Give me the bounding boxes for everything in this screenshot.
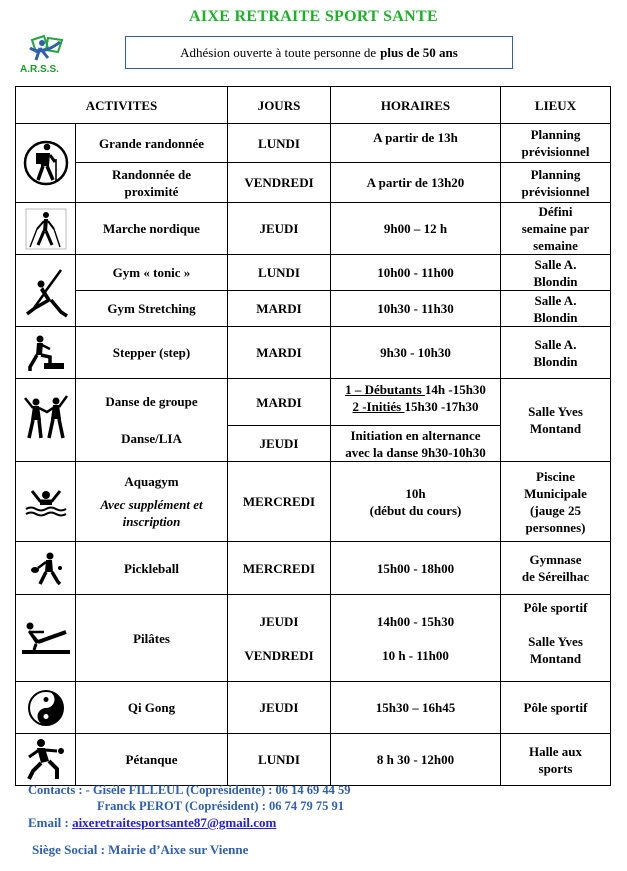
- day-cell: LUNDI: [228, 734, 331, 786]
- schedule-line: 10 h - 11h00: [382, 647, 449, 663]
- activity-note-line: Avec supplément et: [100, 497, 203, 512]
- table-row: [16, 327, 611, 379]
- activities-table: [15, 86, 611, 786]
- schedule-line: 1 – Débutants 14h -15h30: [345, 382, 486, 397]
- activity-note-line: inscription: [122, 514, 181, 529]
- icon-cell: [16, 682, 76, 734]
- activity-cell: Gym « tonic »: [76, 255, 228, 291]
- schedule-cell: [331, 426, 501, 462]
- location-line: Salle A.: [534, 336, 577, 352]
- activity-cell: [76, 462, 228, 542]
- schedule-line: Initiation en alternance: [350, 427, 481, 443]
- table-row: [16, 542, 611, 595]
- step-icon: [24, 331, 68, 375]
- activity-cell: Stepper (step): [76, 327, 228, 379]
- activity-cell: [76, 163, 228, 203]
- schedule-cell: A partir de 13h: [331, 124, 501, 163]
- email-line: [28, 815, 276, 831]
- location-line: de Séreilhac: [521, 569, 590, 584]
- banner-text: Adhésion ouverte à toute personne de: [180, 44, 377, 60]
- activity-cell: Pickleball: [76, 542, 228, 595]
- location-cell: [501, 595, 611, 682]
- table-row: [16, 291, 611, 327]
- banner-bold-text: plus de 50 ans: [380, 44, 458, 60]
- schedule-cell: 15h00 - 18h00: [331, 542, 501, 595]
- pickleball-icon: [26, 548, 66, 588]
- yin-yang-icon: [26, 688, 66, 728]
- location-cell: [501, 203, 611, 255]
- location-line: Halle aux: [528, 743, 583, 759]
- location-line: sports: [538, 760, 573, 776]
- day-cell: MARDI: [228, 327, 331, 379]
- location-line: Planning: [530, 127, 581, 142]
- day-cell: MARDI: [228, 379, 331, 426]
- icon-cell: [16, 124, 76, 203]
- icon-cell: [16, 255, 76, 327]
- day-cell: MERCREDI: [228, 542, 331, 595]
- icon-cell: [16, 462, 76, 542]
- activity-cell: Qi Gong: [76, 682, 228, 734]
- day-cell: [228, 595, 331, 682]
- page-title: AIXE RETRAITE SPORT SANTE: [189, 8, 438, 25]
- location-line: prévisionnel: [521, 183, 590, 199]
- day-cell: LUNDI: [228, 255, 331, 291]
- location-line: semaine: [533, 238, 578, 253]
- location-cell: [501, 734, 611, 786]
- contact-line: Contacts : - Gisèle FILLEUL (Coprésidente) : 06 14 69 44 59: [28, 783, 351, 797]
- location-line: Planning: [530, 166, 581, 182]
- nordic-walking-icon: [24, 207, 68, 251]
- activity-cell: Marche nordique: [76, 203, 228, 255]
- location-cell: [501, 124, 611, 163]
- table-row: [16, 124, 611, 163]
- activity-cell: Grande randonnée: [76, 124, 228, 163]
- icon-cell: [16, 542, 76, 595]
- day-cell: LUNDI: [228, 124, 331, 163]
- location-line: Municipale: [524, 485, 587, 501]
- table-row: [16, 203, 611, 255]
- contacts-block: [28, 782, 351, 814]
- activity-cell: Pilâtes: [76, 595, 228, 682]
- table-row: [16, 379, 611, 426]
- schedule-line: 10h: [405, 485, 426, 501]
- column-header-horaires: HORAIRES: [331, 87, 501, 124]
- pilates-icon: [20, 618, 72, 658]
- schedule-line: (début du cours): [369, 502, 462, 518]
- icon-cell: [16, 327, 76, 379]
- location-cell: [501, 542, 611, 595]
- activity-line: Aquagym: [124, 474, 179, 489]
- activity-line: Danse/LIA: [121, 431, 182, 446]
- schedule-cell: 10h00 - 11h00: [331, 255, 501, 291]
- location-cell: Pôle sportif: [501, 682, 611, 734]
- schedule-cell: 10h30 - 11h30: [331, 291, 501, 327]
- schedule-cell: 9h30 - 10h30: [331, 327, 501, 379]
- location-line: semaine par: [521, 221, 590, 236]
- icon-cell: [16, 379, 76, 462]
- location-line: Blondin: [533, 273, 578, 289]
- table-header-row: [16, 87, 611, 124]
- activity-cell: Gym Stretching: [76, 291, 228, 327]
- location-line: Montand: [529, 421, 582, 436]
- day-line: JEUDI: [259, 613, 299, 629]
- location-line: Gymnase: [529, 552, 582, 567]
- schedule-line: 2 -Initiés 15h30 -17h30: [352, 399, 479, 414]
- table-row: [16, 255, 611, 291]
- table-row: [16, 682, 611, 734]
- icon-cell: [16, 595, 76, 682]
- day-cell: MERCREDI: [228, 462, 331, 542]
- column-header-jours: JOURS: [228, 87, 331, 124]
- location-line: Pôle sportif: [523, 600, 588, 615]
- email-link[interactable]: aixeretraitesportsante87@gmail.com: [72, 815, 277, 830]
- column-header-activites: ACTIVITES: [16, 87, 228, 124]
- schedule-cell: [331, 379, 501, 426]
- petanque-icon: [23, 737, 69, 783]
- location-line: Salle A.: [534, 256, 577, 272]
- stretching-icon: [21, 260, 71, 322]
- location-line: Salle Yves: [528, 404, 583, 419]
- location-line: prévisionnel: [521, 144, 590, 159]
- day-cell: JEUDI: [228, 426, 331, 462]
- day-cell: VENDREDI: [228, 163, 331, 203]
- location-line: Blondin: [533, 353, 578, 369]
- logo-text: A.R.S.S.: [20, 64, 59, 75]
- contact-line: Franck PEROT (Coprésident) : 06 74 79 75 91: [97, 799, 344, 813]
- activity-line: proximité: [124, 183, 179, 199]
- day-cell: JEUDI: [228, 682, 331, 734]
- location-cell: [501, 327, 611, 379]
- column-header-lieux: LIEUX: [501, 87, 611, 124]
- schedule-line: 14h00 - 15h30: [376, 613, 455, 629]
- schedule-cell: A partir de 13h20: [331, 163, 501, 203]
- table-row: [16, 163, 611, 203]
- schedule-cell: 15h30 – 16h45: [331, 682, 501, 734]
- schedule-cell: [331, 462, 501, 542]
- location-cell: [501, 163, 611, 203]
- icon-cell: [16, 734, 76, 786]
- day-line: VENDREDI: [244, 647, 314, 663]
- day-cell: JEUDI: [228, 203, 331, 255]
- activity-cell: Pétanque: [76, 734, 228, 786]
- location-line: Défini: [538, 204, 573, 219]
- location-line: (jauge 25: [530, 502, 581, 518]
- activity-line: Danse de groupe: [105, 394, 198, 409]
- table-row: [16, 462, 611, 542]
- location-cell: [501, 291, 611, 327]
- hiker-icon: [23, 133, 69, 193]
- schedule-cell: 9h00 – 12 h: [331, 203, 501, 255]
- location-cell: [501, 462, 611, 542]
- head-office: Siège Social : Mairie d’Aixe sur Vienne: [32, 842, 249, 857]
- schedule-cell: 8 h 30 - 12h00: [331, 734, 501, 786]
- membership-banner: [125, 36, 513, 69]
- location-cell: [501, 255, 611, 291]
- icon-cell: [16, 203, 76, 255]
- activity-line: Randonnée de: [111, 166, 192, 182]
- schedule-cell: [331, 595, 501, 682]
- location-line: Montand: [529, 651, 582, 666]
- dancers-icon: [21, 392, 71, 448]
- table-row: [16, 734, 611, 786]
- location-line: Salle A.: [534, 292, 577, 308]
- email-label: Email :: [28, 815, 73, 830]
- location-cell: [501, 379, 611, 462]
- activity-cell: [76, 379, 228, 462]
- location-line: Salle Yves: [528, 634, 583, 649]
- day-cell: MARDI: [228, 291, 331, 327]
- location-line: Blondin: [533, 309, 578, 325]
- table-row: [16, 595, 611, 682]
- location-line: personnes): [525, 519, 586, 535]
- swimmer-icon: [24, 487, 68, 517]
- schedule-line: avec la danse 9h30-10h30: [345, 444, 486, 460]
- location-line: Piscine: [536, 468, 575, 484]
